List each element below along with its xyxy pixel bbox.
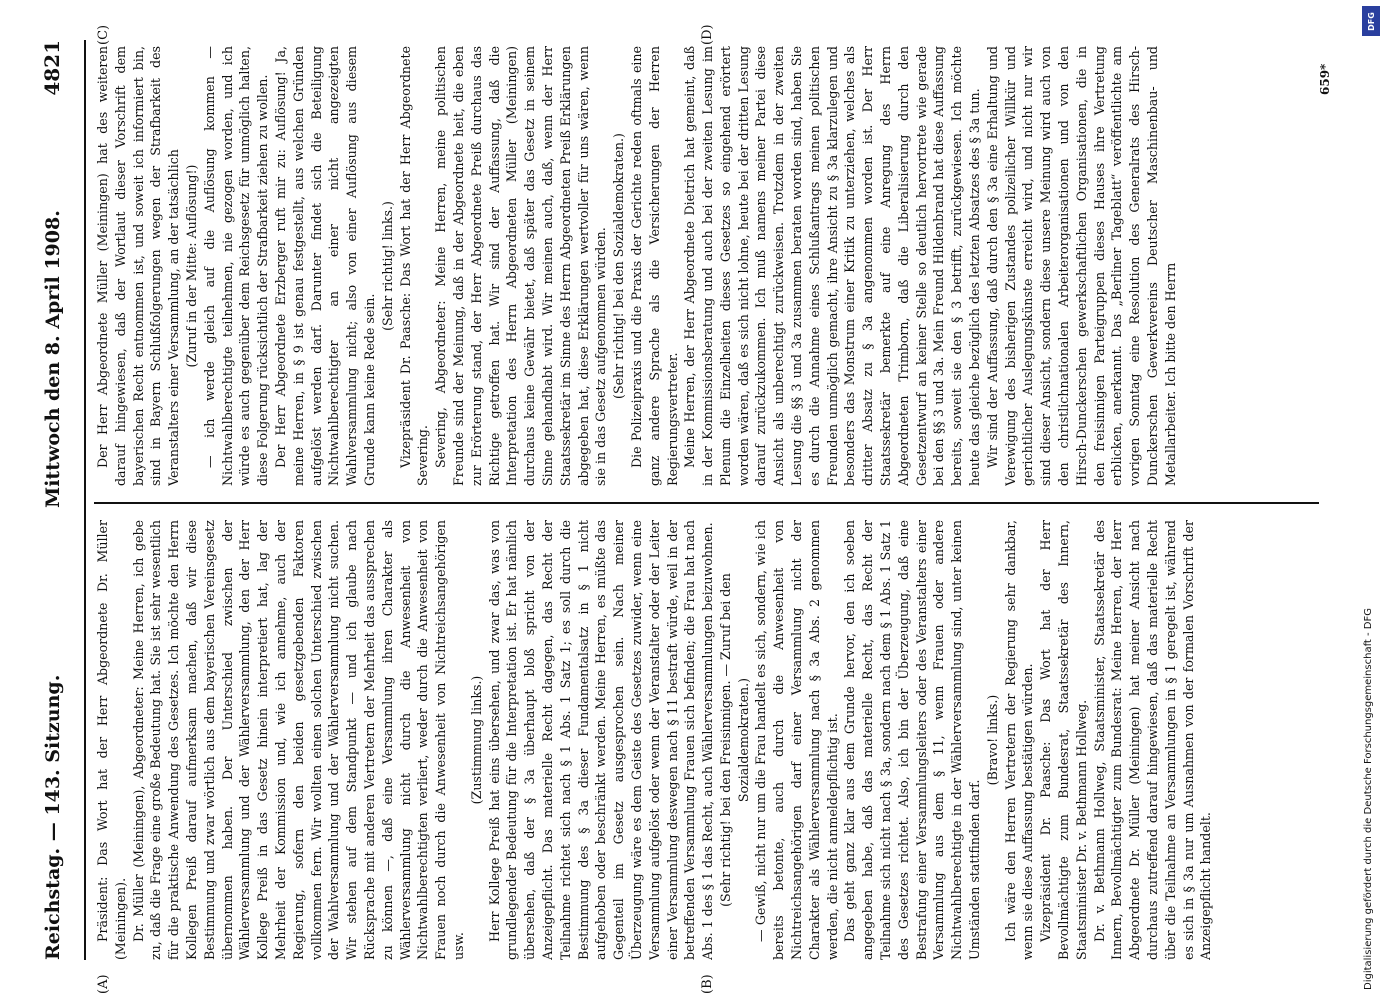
interjection: (Sehr richtig! bei den Freisinnigen. — Zuruf bei den Sozialdemokraten.) — [717, 573, 751, 907]
header-date: Mittwoch den 8. April 1908. — [42, 210, 64, 508]
interjection: (Zustimmung links.) — [468, 675, 484, 805]
page-number: 4821 — [40, 39, 64, 96]
margin-marker-a: (A) — [96, 974, 111, 994]
text-columns — [94, 40, 1319, 960]
paragraph: — Gewiß, nicht nur um die Frau handelt es sich, sondern, wie ich bereits betonte, auch durch die Anwesenheit von Nichtreichsangehörigen darf einer Versammlung nicht der Charakter als Wählerversammlung nach § 3a Abs. 2 genommen werden, die nicht anmeldepflichtig ist. — [753, 520, 840, 960]
margin-marker-c: (C) — [96, 24, 111, 45]
page-header — [40, 40, 86, 960]
credit-strip — [1357, 0, 1383, 1000]
dfg-credit-text: Digitalisierung gefördert durch die Deutsche Forschungsgemeinschaft - DFG — [1363, 607, 1374, 990]
header-left: Reichstag. — 143. Sitzung. — [42, 674, 64, 960]
interjection: (Sehr richtig! links.) — [379, 201, 395, 331]
column-rule — [94, 502, 1319, 504]
paragraph: Severing, Abgeordneter: Meine Herren, meine politischen Freunde sind der Meinung, daß in der Abgeordnete heit, die eben zur Erörterung stand, der Herr Abgeordnete Preiß durchaus das Richtige getroffen hat. Wir sind der Auffassung, daß die Interpretation des Herrn Abgeordneten Müller (Meiningen) durchaus keine Gewähr bietet, daß später das Gesetz in seinem Sinne gehandhabt wird. Wir meinen auch, daß, wenn der Herr Staatssekretär im Sinne des Herrn Abgeordneten Preiß Erklärungen abgegeben hat, diese Erklärungen wertvoller für uns wären, wenn sie in das Gesetz aufgenommen würden. — [433, 46, 609, 486]
left-column — [94, 520, 1319, 960]
dfg-logo-icon: DFG — [1362, 6, 1380, 36]
paragraph: — ich werde gleich auf die Auflösung kommen — Nichtwahlberechtigte teilnehmen, nie gezogen worden, und ich würde es auch gegenüber dem Reichsgesetz für unmöglich halten, diese Folgerung rücksichtlich der Strafbarkeit ziehen zu wollen. — [201, 46, 271, 486]
interjection: (Zuruf in der Mitte: Auflösung!) — [183, 164, 199, 368]
right-column — [94, 46, 1319, 486]
paragraph: Dr. v. Bethmann Hollweg, Staatsminister, Staatssekretär des Innern, Bevollmächtigter zum Bundesrat: Meine Herren, der Herr Abgeordnete Dr. Müller (Meiningen) hat meiner Ansicht nach durchaus zutreffend darauf hingewiesen, daß das materielle Recht über die Teilnahme an Versammlungen in § 1 geregelt ist, während es sich in § 3a nur um Ausnahmen von der formalen Vorschrift der Anzeigepflicht handelt. — [1091, 520, 1214, 960]
paragraph: Das geht ganz klar aus dem Grunde hervor, den ich soeben angegeben habe, daß das materielle Recht, das Recht der Teilnahme sich nicht nach § 3a, sondern nach dem § 1 Abs. 1 Satz 1 des Gesetzes richtet. Also, ich bin der Überzeugung, daß eine Bestrafung einer Versammlungsleiters oder des Veranstalters einer Versammlung aus dem § 11, wenn Frauen oder andere Nichtwahlberechtigte in der Wählerversammlung sind, unter keinen Umständen stattfinden darf. — [842, 520, 983, 960]
paragraph: Der Herr Abgeordnete Erzberger ruft mir zu: Auflösung! Ja, meine Herren, in § 9 ist genau festgestellt, aus welchen Gründen aufgelöst werden darf. Darunter findet sich die Beteiligung Nichtwahlberechtigter an einer nicht angezeigten Wahlversammlung nicht; also von einer Auflösung aus diesem Grunde kann keine Rede sein. — [272, 46, 377, 486]
paragraph: Wir sind der Auffassung, daß durch den § 3a eine Erhaltung und Verewigung des bisherigen Zustandes polizeilicher Willkür und gerichtlicher Auslegungskünste erreicht wird, und nicht nur wir sind dieser Ansicht, sondern diese unsere Meinung wird auch von den christlichnationalen Arbeiterorganisationen und von den Hirsch-Dunckerschen gewerkschaftlichen Organisationen, die in den freisinnigen Parteigruppen dieses Hauses ihre Vertretung erblicken, anerkannt. Das „Berliner Tageblatt“ veröffentlichte am vorigen Sonntag eine Resolution des Generalrats des Hirsch-Dunckerschen Gewerkvereins Deutscher Maschinenbau- und Metallarbeiter. Ich bitte den Herrn — [984, 46, 1178, 486]
paragraph: Vizepräsident Dr. Paasche: Das Wort hat der Herr Bevollmächtigte zum Bundesrat, Staatssekretär des Innern, Staatsminister Dr. v. Bethmann Hollweg. — [1038, 520, 1089, 960]
paragraph: Der Herr Abgeordnete Müller (Meiningen) hat des weiteren darauf hingewiesen, daß der Wortlaut dieser Vorschrift dem bayerischen Recht entnommen ist, und soweit ich informiert bin, sind in Bayern Schlußfolgerungen wegen der Strafbarkeit des Veranstalters einer Versammlung, an der tatsächlich — [95, 46, 182, 486]
interjection: (Bravo! links.) — [984, 694, 1000, 786]
interjection: (Sehr richtig! bei den Sozialdemokraten.) — [611, 133, 627, 399]
paragraph: Ich wäre den Herren Vertretern der Regierung sehr dankbar, wenn sie diese Auffassung bestätigen würden. — [1002, 520, 1036, 960]
paragraph: Präsident: Das Wort hat der Herr Abgeordnete Dr. Müller (Meiningen). — [95, 520, 128, 960]
paragraph: Die Polizeipraxis und die Praxis der Gerichte reden oftmals eine ganz andere Sprache als die Versicherungen der Herren Regierungsvertreter. — [628, 46, 680, 486]
paragraph: Meine Herren, der Herr Abgeordnete Dietrich hat gemeint, daß in der Kommissionsberatung und auch bei der zweiten Lesung im Plenum die Einzelheiten dieses Gesetzes so eingehend erörtert worden wären, daß es sich nicht lohne, heute bei der dritten Lesung darauf zurückzukommen. Ich muß namens meiner Partei diese Ansicht als unberechtigt zurückweisen. Trotzdem in der zweiten Lesung die §§ 3 und 3a zusammen beraten worden sind, haben Sie es durch die Annahme eines Schlußantrags meinen politischen Freunden unmöglich gemacht, ihre Ansicht zu § 3a klarzulegen und besonders das Monstrum einer Kritik zu unterziehen, welches als dritter Absatz zu § 3a angenommen worden ist. Der Herr Staatssekretär bemerkte auf eine Anregung des Herrn Abgeordneten Trimborn, daß die Liberalisierung durch den Gesetzentwurf an keiner Stelle so deutlich hervortrete wie gerade bei den §§ 3 und 3a. Mein Freund Hildenbrand hat diese Auffassung bereits, soweit sie den § 3 betrifft, zurückgewiesen. Ich möchte heute das gleiche bezüglich des letzten Absatzes des § 3a tun. — [682, 46, 983, 486]
margin-marker-b: (B) — [700, 974, 715, 994]
footer-signature: 659* — [1318, 63, 1332, 95]
paragraph: Dr. Müller (Meiningen), Abgeordneter: Meine Herren, ich gebe zu, daß die Frage eine große Bedeutung hat. Sie ist sehr wesentlich für die praktische Anwendung des Gesetzes. Ich möchte den Herrn Kollegen Preiß darauf aufmerksam machen, daß wir diese Bestimmung und zwar wörtlich aus dem bayerischen Vereinsgesetz übernommen haben. Der Unterschied zwischen der Wählerversammlung und der Wählerversammlung, den der Herr Kollege Preiß in das Gesetz hinein interpretiert hat, lag der Mehrheit der Kommission und, wie ich annehme, auch der Regierung, sofern den beiden gesetzgebenden Faktoren vollkommen fern. Wir wollten einen solchen Unterschied zwischen der Wahlversammlung und der Wählerversammlung nicht suchen. Wir stehen auf dem Standpunkt — und ich glaube nach Rücksprache mit anderen Vertretern der Mehrheit das aussprechen zu können —, daß eine Versammlung ihren Charakter als Wählerversammlung nicht durch die Anwesenheit von Nichtwahlberechtigten verliert, weder durch die Anwesenheit von Frauen noch durch die Anwesenheit von Nichtreichsangehörigen usw. — [130, 520, 466, 960]
paragraph: Herr Kollege Preiß hat eins übersehen, und zwar das, was von grundlegender Bedeutung für die Interpretation ist. Er hat nämlich übersehen, daß der § 3a überhaupt bloß spricht von der Anzeigepflicht. Das materielle Recht dagegen, das Recht der Teilnahme richtet sich nach § 1 Abs. 1 Satz 1; es soll durch die Bestimmung des § 3a dieser Fundamentalsatz in § 1 nicht aufgehoben oder beschränkt werden. Meine Herren, es müßte das Gegenteil im Gesetz ausgesprochen sein. Nach meiner Überzeugung wäre es dem Geiste des Gesetzes zuwider, wenn eine Versammlung aufgelöst oder wenn der Veranstalter oder der Leiter einer Versammlung deswegen nach § 11 bestraft würde, weil in der betreffenden Versammlung Frauen sich befinden; die Frau hat nach Abs. 1 des § 1 das Recht, auch Wählerversammlungen beizuwohnen. — [486, 520, 716, 960]
paragraph: Vizepräsident Dr. Paasche: Das Wort hat der Herr Abgeordnete Severing. — [397, 46, 431, 486]
margin-marker-d: (D) — [700, 24, 715, 45]
